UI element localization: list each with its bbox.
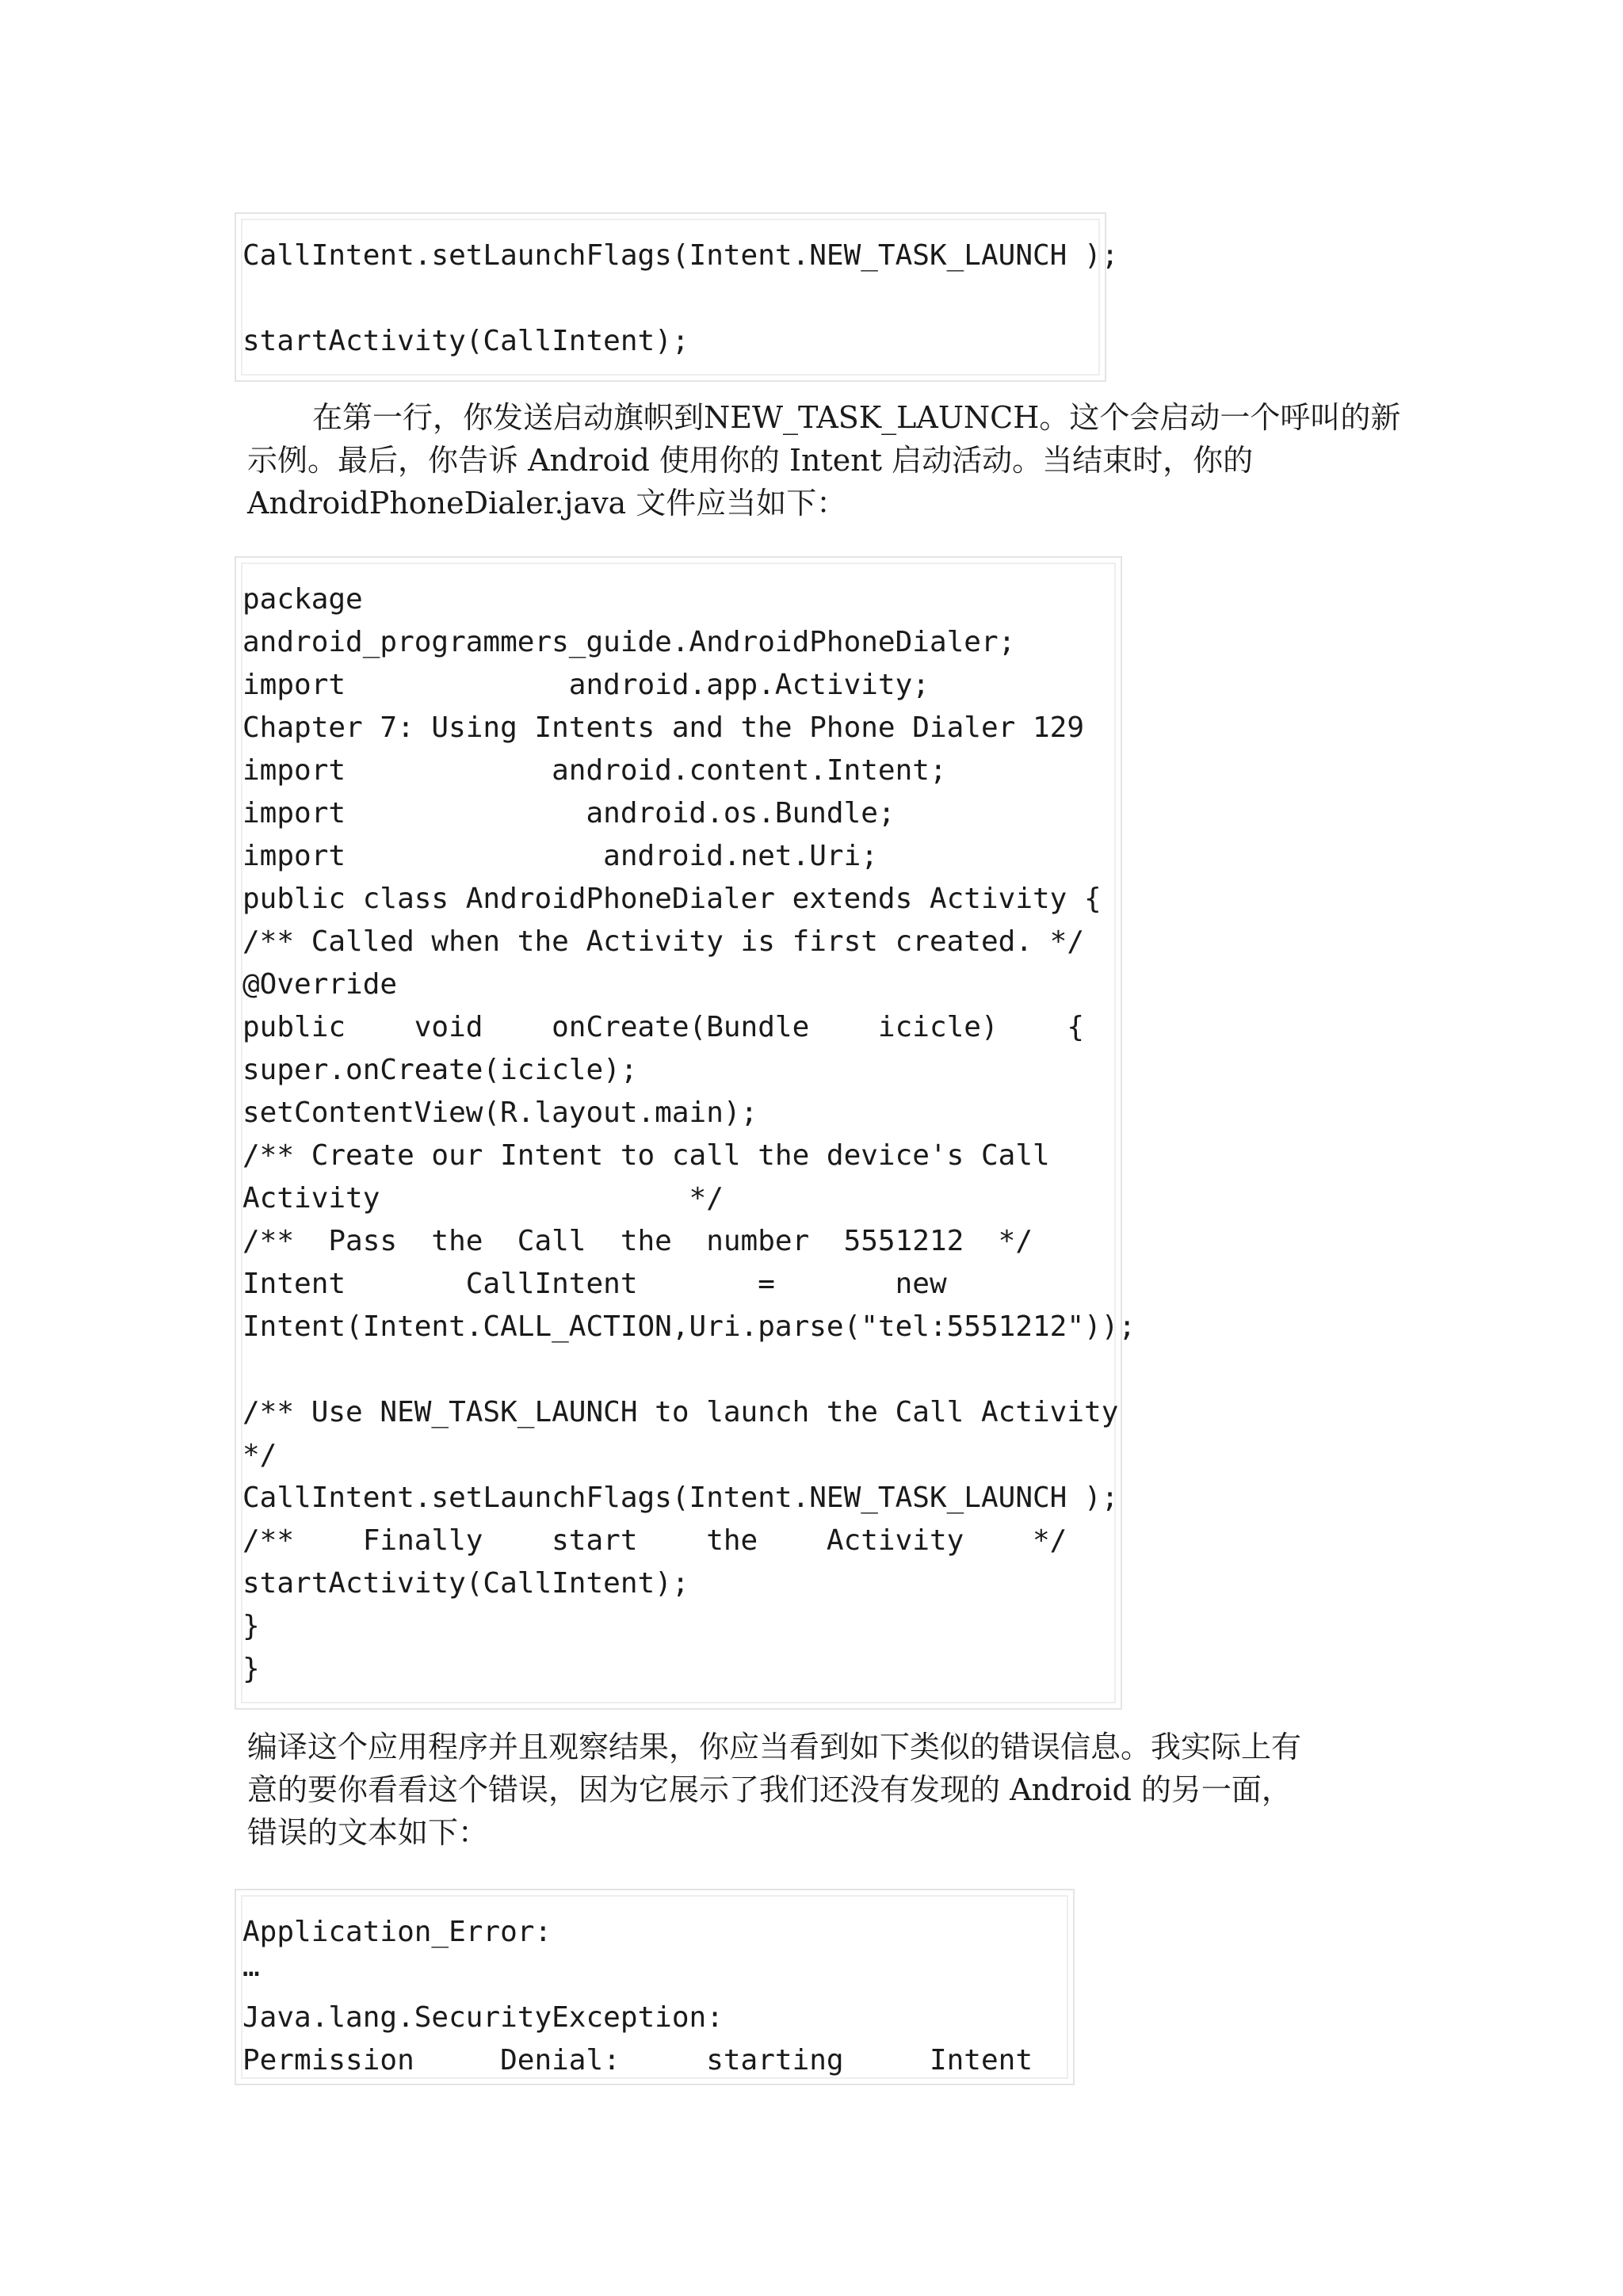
code-line: CallIntent.setLaunchFlags(Intent.NEW_TASK_LAUNCH ); xyxy=(242,239,1119,272)
code-line: } xyxy=(242,1653,260,1685)
code-line: Activity */ xyxy=(242,1182,724,1215)
code-line: /** Create our Intent to call the device's Call xyxy=(242,1139,1050,1172)
code-block-inner xyxy=(241,219,1119,376)
code-line: Permission Denial: starting Intent xyxy=(242,2044,1033,2077)
code-line: */ xyxy=(242,1439,277,1471)
code-line: Application_Error: xyxy=(242,1916,552,1948)
code-line: Intent CallIntent = new xyxy=(242,1268,947,1300)
paragraph-line: 编译这个应用程序并且观察结果，你应当看到如下类似的错误信息。我实际上有 xyxy=(247,1730,1302,1764)
code-line: /** Use NEW_TASK_LAUNCH to launch the Call Activity xyxy=(242,1396,1119,1428)
code-line: package xyxy=(242,583,363,616)
code-line: CallIntent.setLaunchFlags(Intent.NEW_TASK_LAUNCH ); xyxy=(242,1482,1119,1514)
paragraph-line: 在第一行，你发送启动旗帜到NEW_TASK_LAUNCH。这个会启动一个呼叫的新 xyxy=(312,400,1401,435)
code-block-android-phone-dialer xyxy=(235,556,1136,1710)
code-line: } xyxy=(242,1610,260,1642)
code-line: /** Finally start the Activity */ xyxy=(242,1524,1067,1557)
code-line: import android.app.Activity; xyxy=(242,669,930,701)
code-line: import android.net.Uri; xyxy=(242,840,878,872)
code-line: startActivity(CallIntent); xyxy=(242,325,689,357)
code-line: startActivity(CallIntent); xyxy=(242,1567,689,1600)
paragraph-line: 意的要你看看这个错误，因为它展示了我们还没有发现的 Android 的另一面， xyxy=(247,1772,1292,1807)
code-line: public void onCreate(Bundle icicle) { xyxy=(242,1011,1085,1043)
code-line: import android.content.Intent; xyxy=(242,754,947,787)
code-block-inner xyxy=(241,563,1136,1703)
code-line: Java.lang.SecurityException: xyxy=(242,2001,724,2034)
code-line: /** Called when the Activity is first created. */ xyxy=(242,925,1085,958)
code-line: super.onCreate(icicle); xyxy=(242,1054,638,1086)
code-line: /** Pass the Call the number 5551212 */ xyxy=(242,1225,1033,1257)
paragraph-line: 示例。最后，你告诉 Android 使用你的 Intent 启动活动。当结束时，你的 xyxy=(247,443,1254,478)
code-line: android_programmers_guide.AndroidPhoneDialer; xyxy=(242,626,1016,658)
paragraph-error-intro xyxy=(247,1726,1392,1854)
code-line: setContentView(R.layout.main); xyxy=(242,1097,758,1129)
code-line: import android.os.Bundle; xyxy=(242,797,896,830)
code-line: public class AndroidPhoneDialer extends Activity { xyxy=(242,883,1102,915)
code-line: @Override xyxy=(242,968,398,1001)
paragraph-line: 错误的文本如下： xyxy=(247,1815,489,1850)
code-line: Chapter 7: Using Intents and the Phone Dialer 129 xyxy=(242,711,1085,744)
code-block-launch-flags xyxy=(235,212,1119,382)
code-line: Intent(Intent.CALL_ACTION,Uri.parse("tel:5551212")); xyxy=(242,1310,1136,1343)
code-line: … xyxy=(242,1951,260,1983)
paragraph-explanation xyxy=(247,396,1401,524)
paragraph-line: AndroidPhoneDialer.java 文件应当如下： xyxy=(247,486,847,521)
code-block-error-text xyxy=(235,1889,1075,2085)
code-block-inner xyxy=(241,1895,1068,2079)
